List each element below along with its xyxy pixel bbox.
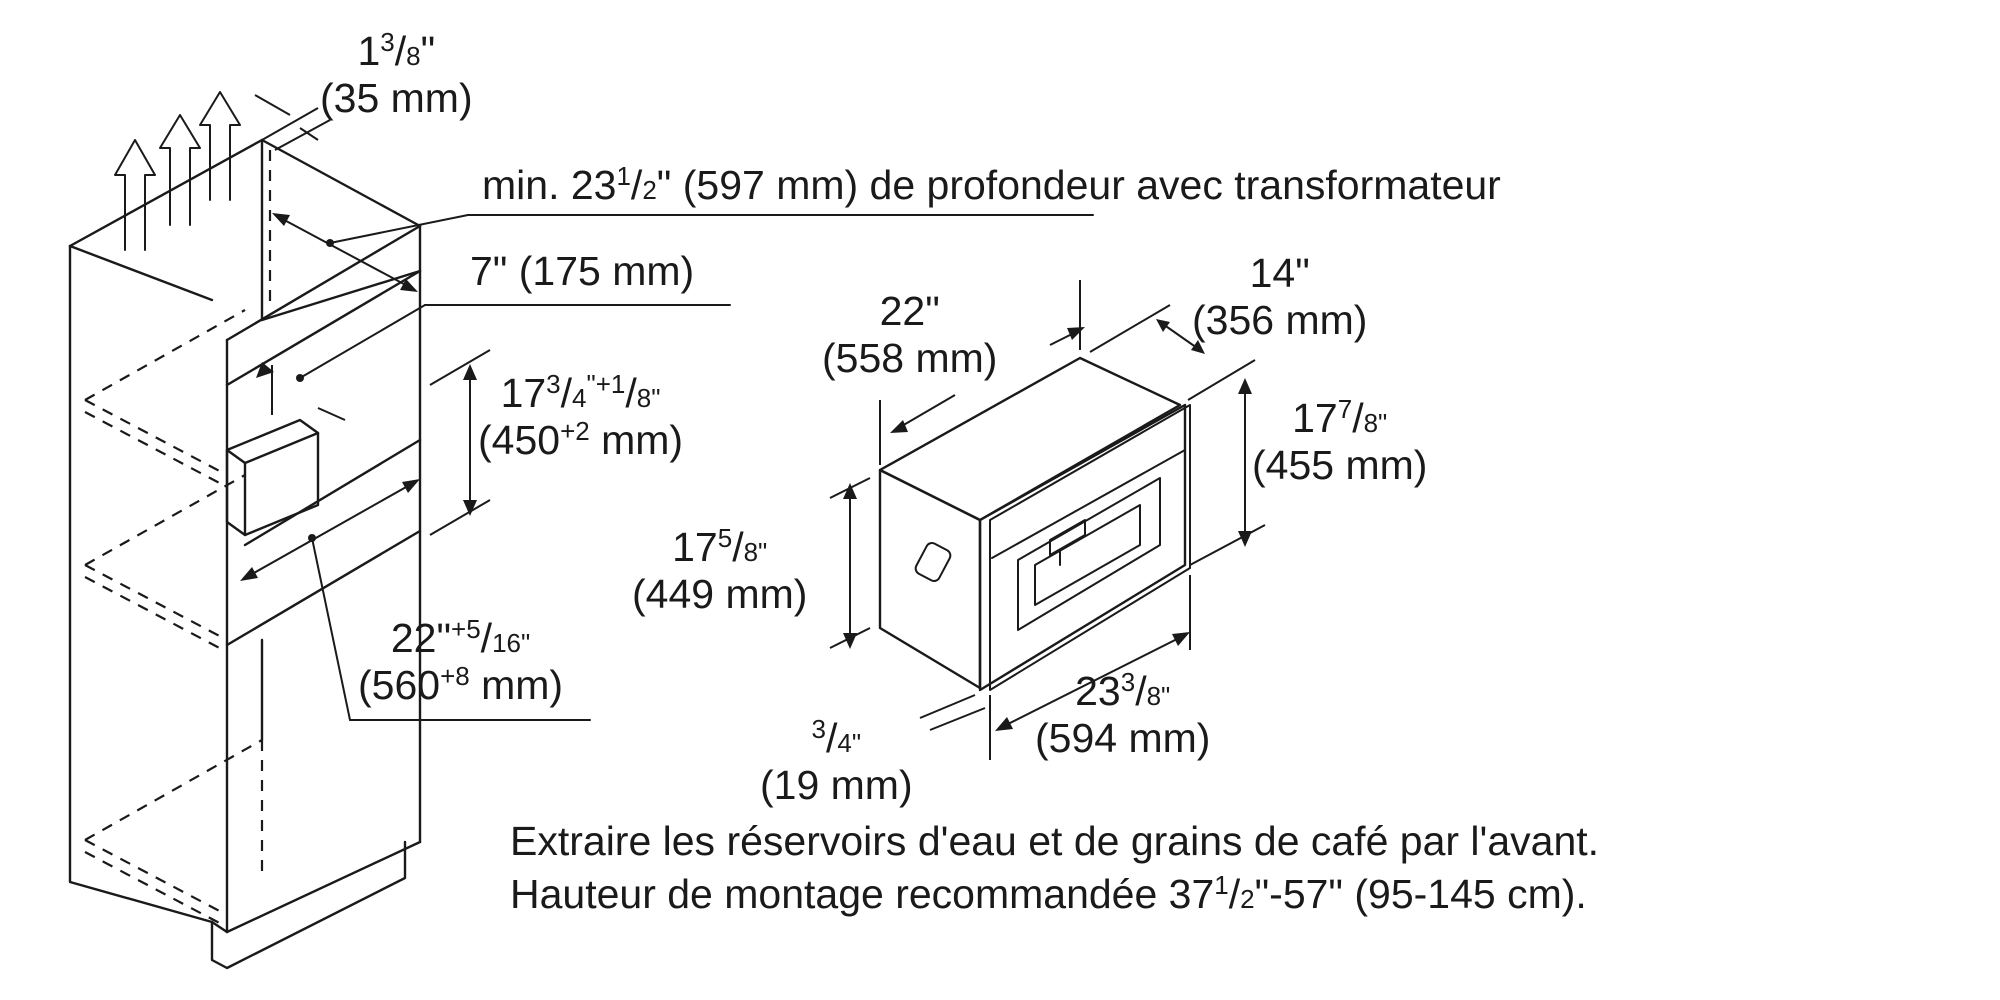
- device-depth-dimension: 22" (558 mm): [822, 288, 998, 381]
- note-line-1: Extraire les réservoirs d'eau et de grains de café par l'avant.: [510, 818, 1600, 864]
- note-line-2: Hauteur de montage recommandée $37^1/2"-57$" (95-145 cm).: [510, 870, 1587, 917]
- min-depth-dimension: min. $23^1/2$" (597 mm) de profondeur avec transformateur: [482, 161, 1501, 208]
- niche-width-dimension: 22"$^{+5}$/16" ($560^{+8}$ mm): [358, 614, 564, 708]
- niche-height-dimension: $17^3/4^{"+1}/8$" ($450^{+2}$ mm): [478, 369, 684, 463]
- gap-top-dimension: $1^3/8$" (35 mm): [320, 27, 473, 121]
- airflow-arrows-icon: [115, 92, 240, 250]
- device-height-front-dimension: $17^7/8$" (455 mm): [1252, 394, 1428, 488]
- device-height-body-dimension: $17^5/8$" (449 mm): [632, 523, 808, 617]
- device-side-dimension: 14" (356 mm): [1192, 250, 1368, 343]
- front-overhang-dimension: $^3$/4" (19 mm): [760, 714, 913, 808]
- depth-7-dimension: 7" (175 mm): [470, 248, 695, 294]
- device-width-dimension: $23^3/8$" (594 mm): [1035, 667, 1211, 761]
